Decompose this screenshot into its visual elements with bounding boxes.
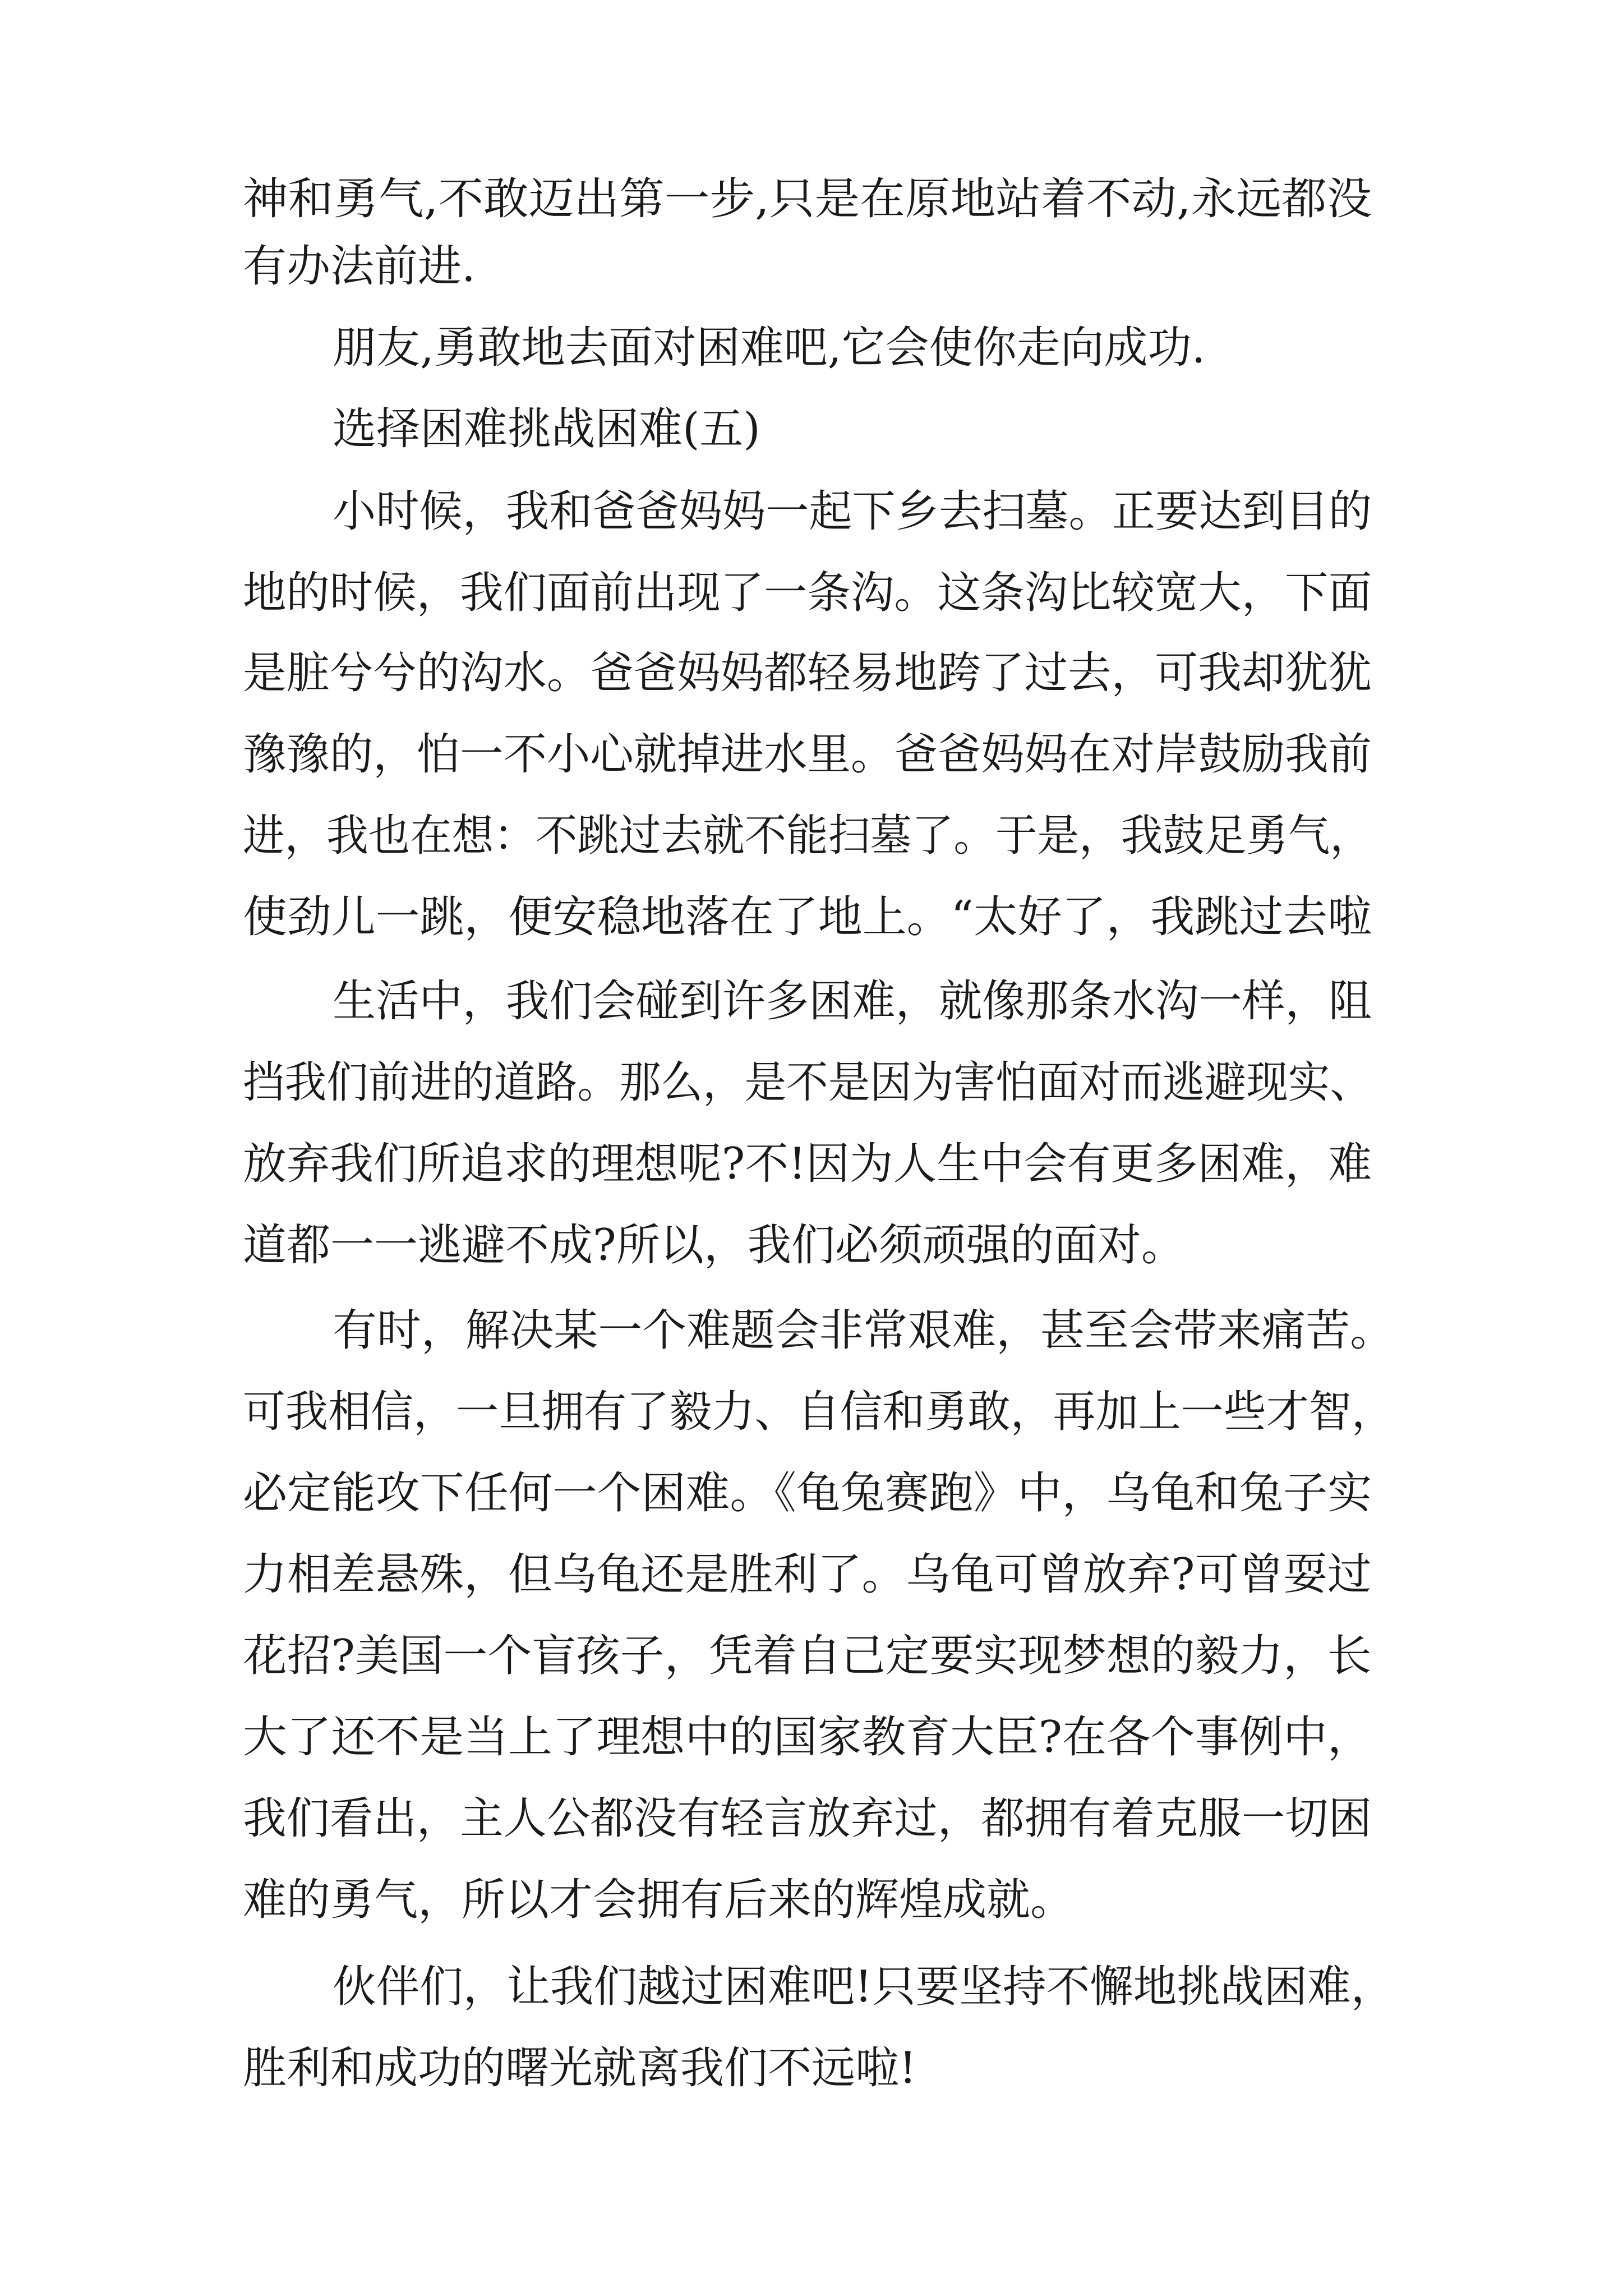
text-line: 必定能攻下任何一个困难。《龟兔赛跑》中，乌龟和兔子实	[243, 1468, 1372, 1519]
text-line: 小时候，我和爸爸妈妈一起下乡去扫墓。正要达到目的	[333, 486, 1372, 537]
text-line: 我们看出，主人公都没有轻言放弃过，都拥有着克服一切困	[243, 1793, 1372, 1844]
text-line: 道都一一逃避不成?所以，我们必须顽强的面对。	[243, 1220, 1185, 1271]
text-line: 有办法前进.	[243, 241, 476, 292]
text-line: 胜利和成功的曙光就离我们不远啦!	[243, 2043, 917, 2093]
text-line: 可我相信，一旦拥有了毅力、自信和勇敢，再加上一些才智，	[243, 1387, 1394, 1437]
text-line: 神和勇气,不敢迈出第一步,只是在原地站着不动,永远都没	[243, 174, 1372, 224]
text-line: 挡我们前进的道路。那么，是不是因为害怕面对而逃避现实、	[243, 1057, 1372, 1108]
text-line: 生活中，我们会碰到许多困难，就像那条水沟一样，阻	[333, 976, 1372, 1027]
section-heading: 选择困难挑战困难(五)	[333, 404, 760, 454]
text-line: 难的勇气，所以才会拥有后来的辉煌成就。	[243, 1875, 1075, 1925]
text-line: 伙伴们，让我们越过困难吧!只要坚持不懈地挑战困难，	[333, 1962, 1395, 2012]
text-line: 地的时候，我们面前出现了一条沟。这条沟比较宽大，下面	[243, 568, 1372, 618]
text-line: 朋友,勇敢地去面对困难吧,它会使你走向成功.	[333, 323, 1206, 373]
text-line: 进，我也在想：不跳过去就不能扫墓了。于是，我鼓足勇气，	[243, 811, 1372, 861]
text-line: 是脏兮兮的沟水。爸爸妈妈都轻易地跨了过去，可我却犹犹	[243, 648, 1372, 698]
text-line: 放弃我们所追求的理想呢?不!因为人生中会有更多困难，难	[243, 1139, 1372, 1189]
text-line: 力相差悬殊，但乌龟还是胜利了。乌龟可曾放弃?可曾耍过	[243, 1549, 1372, 1600]
text-line: 使劲儿一跳，便安稳地落在了地上。“太好了，我跳过去啦	[243, 892, 1372, 942]
text-line: 有时，解决某一个难题会非常艰难，甚至会带来痛苦。	[333, 1305, 1394, 1356]
text-line: 大了还不是当上了理想中的国家教育大臣?在各个事例中，	[243, 1712, 1372, 1763]
text-line: 花招?美国一个盲孩子，凭着自己定要实现梦想的毅力，长	[243, 1631, 1372, 1681]
text-line: 豫豫的，怕一不小心就掉进水里。爸爸妈妈在对岸鼓励我前	[243, 729, 1372, 780]
